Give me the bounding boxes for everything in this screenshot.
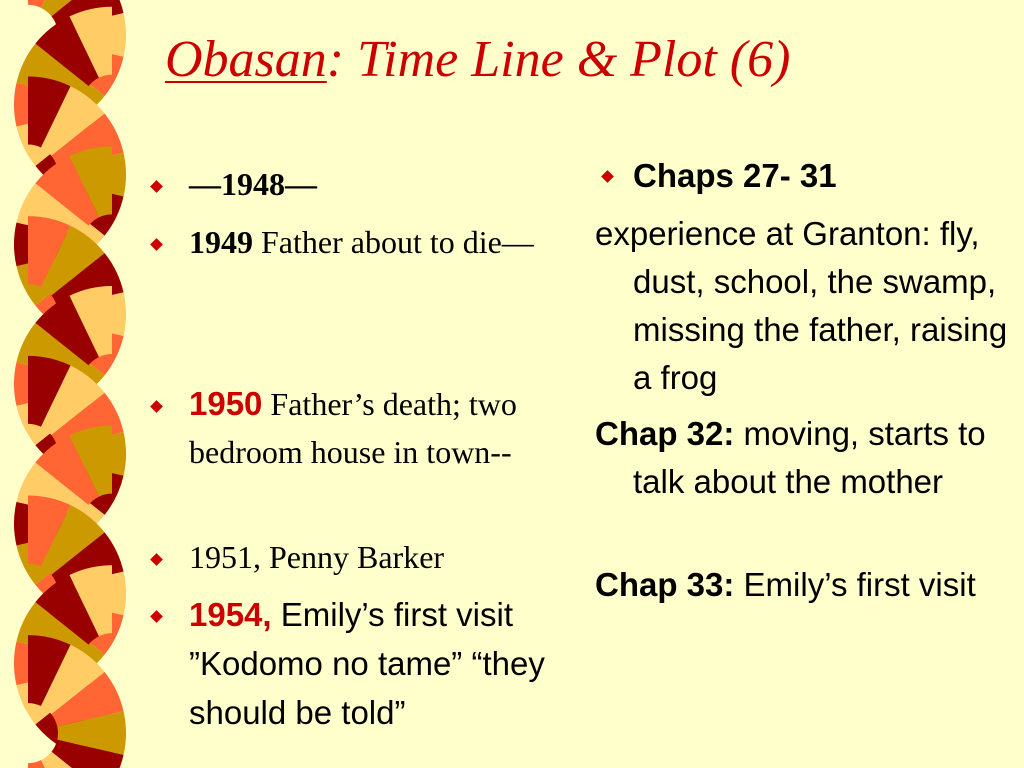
timeline-year: —1948— [189, 166, 317, 202]
chapter-paragraph-32 [595, 410, 1020, 506]
diamond-bullet-icon [150, 400, 163, 413]
timeline-text: Father about to die— [253, 224, 534, 260]
title-book-name: Obasan [165, 31, 327, 88]
fan-wedge-group [28, 635, 126, 768]
timeline-year: 1954, [189, 596, 272, 633]
diamond-bullet-icon [150, 553, 163, 566]
timeline-text: 1951, Penny Barker [189, 539, 445, 575]
timeline-text: Father’s death; two bedroom house in town-- [189, 386, 517, 470]
diamond-bullet-icon [601, 170, 614, 183]
chapter-paragraph-33 [595, 561, 1020, 609]
paragraph-text: moving, starts to talk about the mother [633, 415, 986, 500]
chapter-label: Chap 33: [595, 566, 735, 603]
decorative-fan-border [0, 0, 140, 768]
chapters-heading: Chaps 27- 31 [633, 157, 837, 194]
chapter-paragraph-granton [595, 210, 1020, 402]
timeline-text: Emily’s first visit ”Kodomo no tame” “they should be told” [189, 596, 545, 731]
timeline-year: 1950 [189, 385, 263, 422]
diamond-bullet-icon [150, 238, 163, 251]
timeline-year: 1949 [189, 224, 253, 260]
slide-title [165, 30, 790, 90]
diamond-bullet-icon [150, 610, 163, 623]
diamond-bullet-icon [150, 180, 163, 193]
title-rest: : Time Line & Plot (6) [326, 31, 791, 88]
chapter-label: Chap 32: [595, 415, 735, 452]
paragraph-text: experience at Granton: fly, dust, school, the swamp, missing the father, raising a frog [595, 215, 1008, 396]
paragraph-text: Emily’s first visit [734, 566, 976, 603]
